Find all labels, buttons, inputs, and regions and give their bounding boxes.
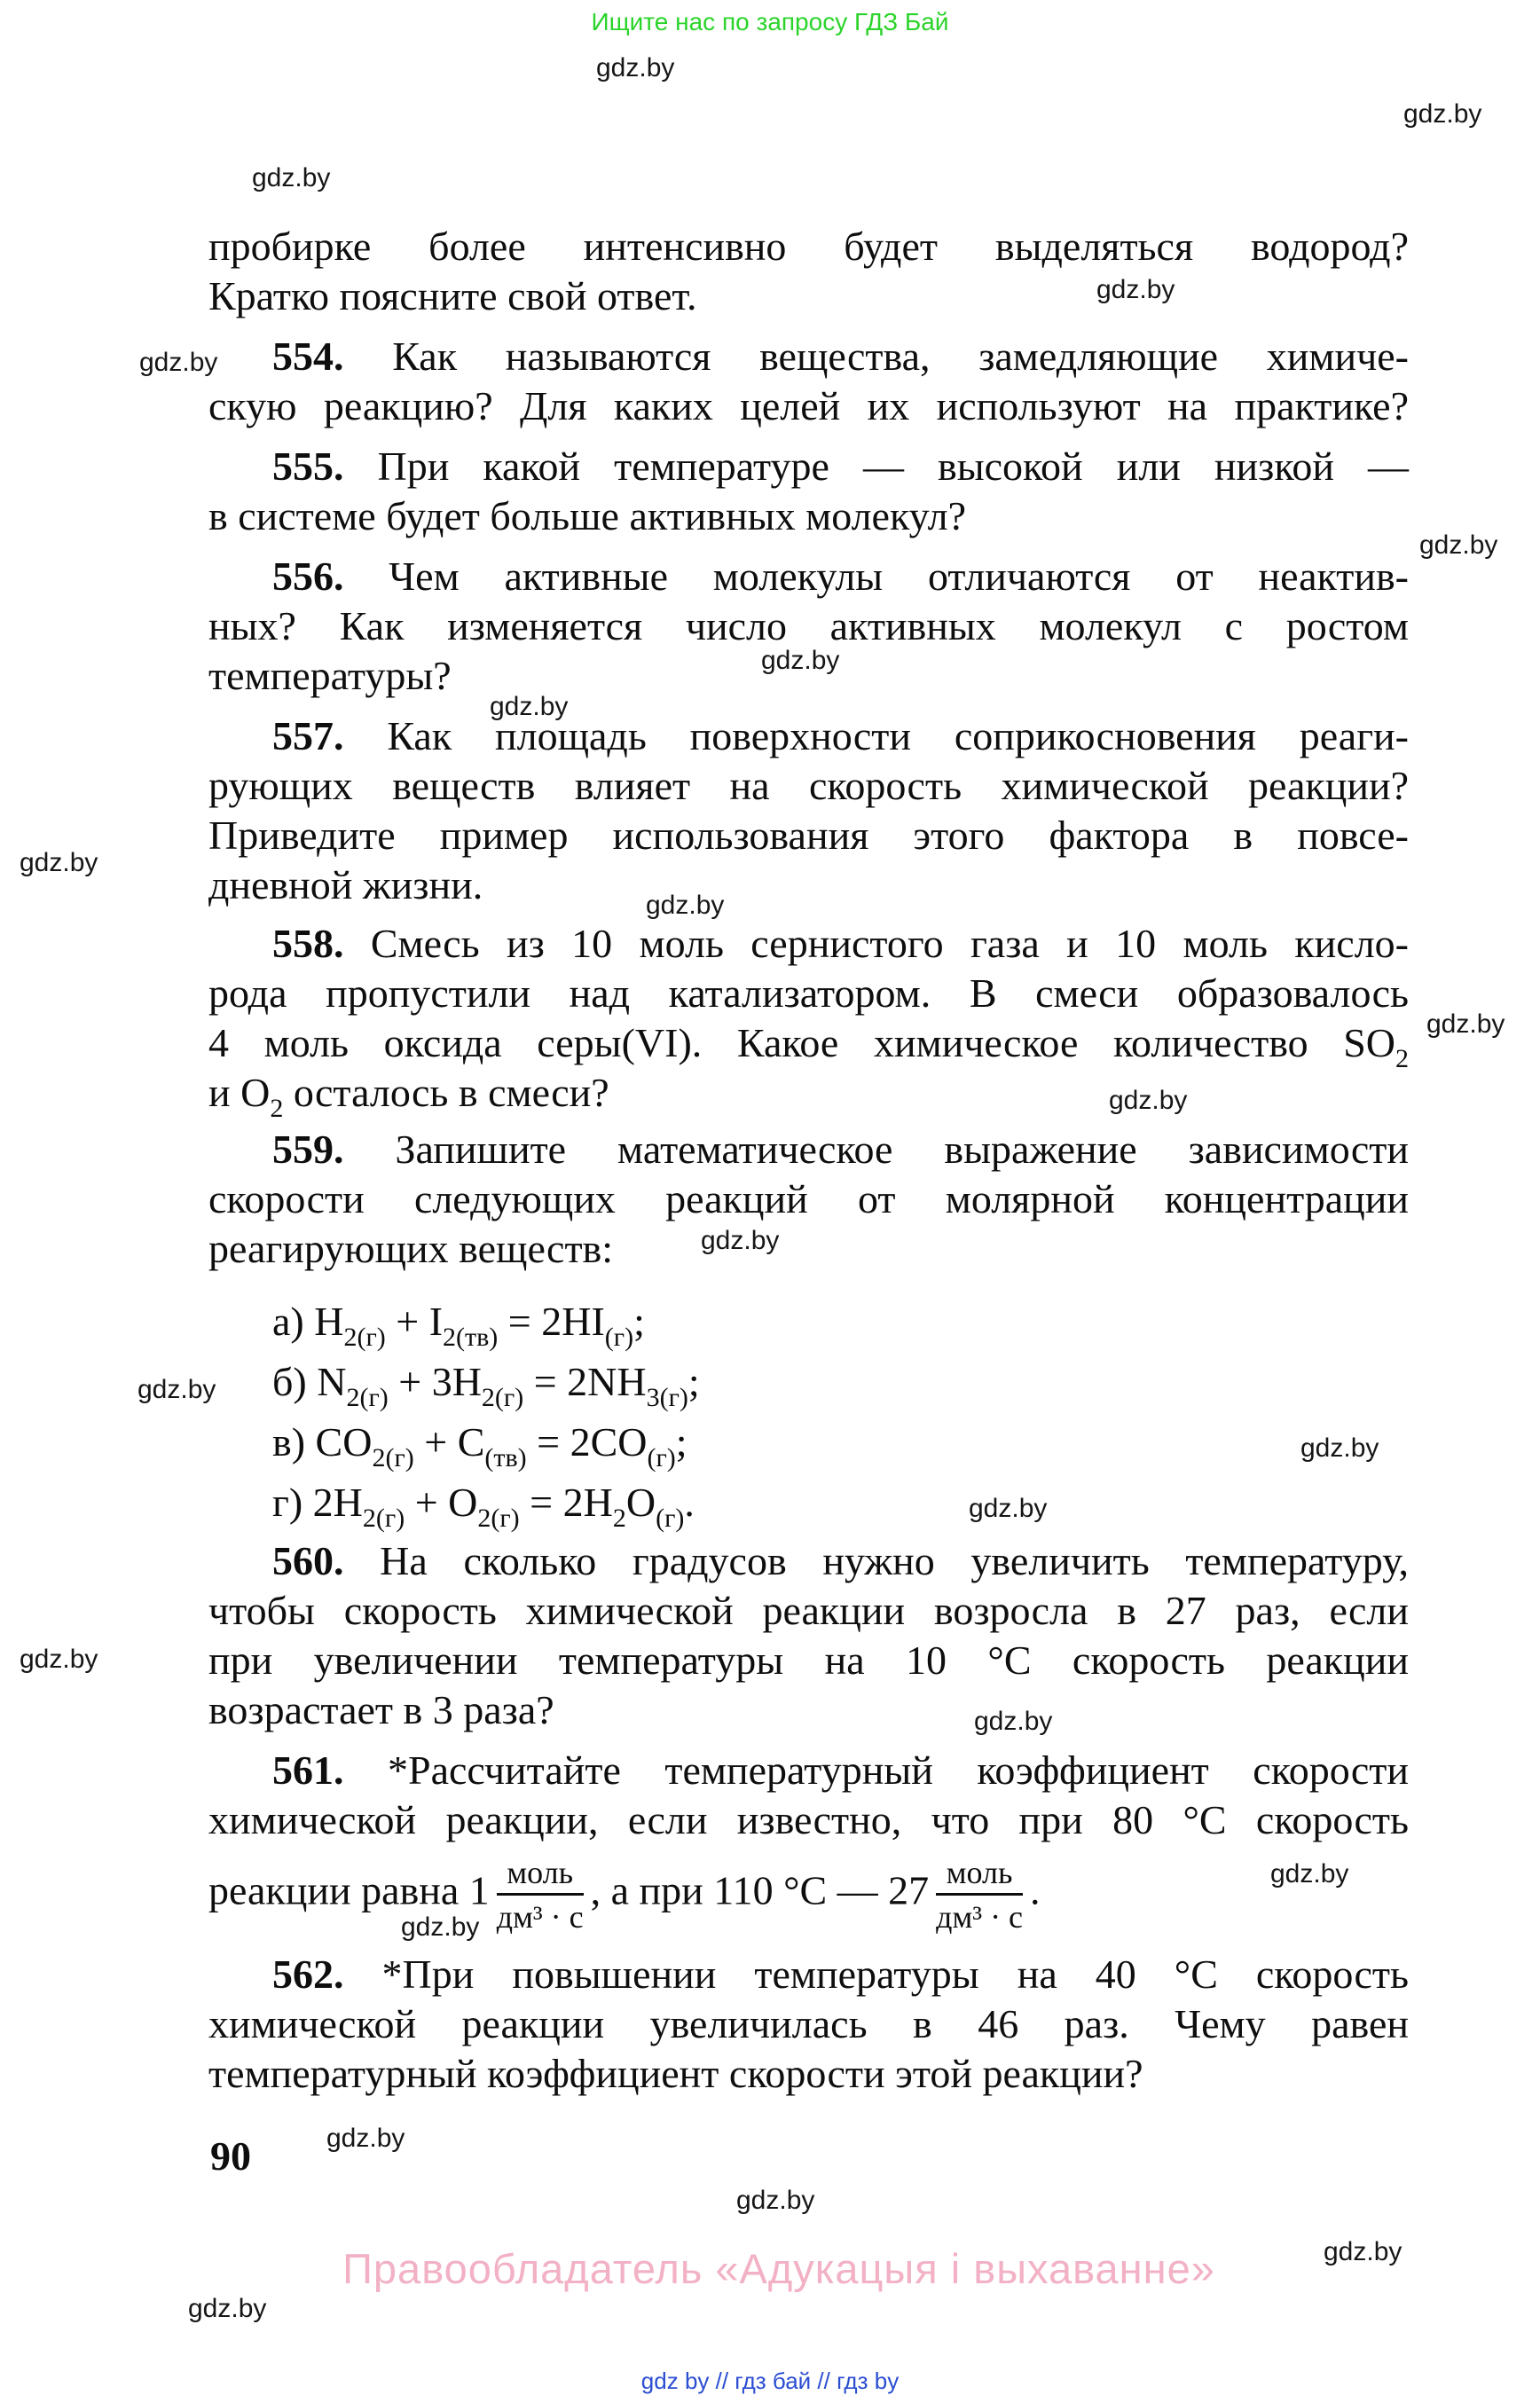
problem-number: 559.	[272, 1127, 344, 1172]
text-line: дневной жизни.	[208, 862, 483, 907]
subscript: (г)	[647, 1443, 676, 1472]
fraction-denominator: дм³ · с	[936, 1899, 1024, 1935]
problem-555	[208, 442, 1409, 541]
watermark-gdz: gdz.by	[20, 1645, 98, 1674]
text-line: 558. Смесь из 10 моль сернистого газа и 10 моль кисло-	[272, 921, 1409, 966]
footer-links[interactable]: gdz by // гдз бай // гдз by	[640, 2368, 900, 2394]
paragraph-intro	[208, 222, 1409, 321]
text-line: пробирке более интенсивно будет выделяться водород?	[208, 224, 1409, 269]
problem-number: 558.	[272, 921, 344, 966]
problem-number: 560.	[272, 1538, 344, 1583]
watermark-gdz: gdz.by	[1270, 1859, 1349, 1889]
problem-559	[208, 1125, 1409, 1274]
text-line: температуры?	[208, 653, 452, 698]
text-line: 562. *При повышении температуры на 40 °С скорость	[272, 1951, 1409, 1997]
text-line: температурный коэффициент скорости этой реакции?	[208, 2051, 1143, 2096]
subscript: 2(тв)	[443, 1323, 499, 1352]
subscript: 3(г)	[646, 1383, 688, 1412]
subscript: 2(г)	[372, 1443, 414, 1472]
watermark-gdz: gdz.by	[1300, 1433, 1379, 1463]
watermark-gdz: gdz.by	[401, 1912, 480, 1942]
text-line: скую реакцию? Для каких целей их используют на практике?	[208, 383, 1409, 428]
text-line: рода пропустили над катализатором. В смеси образовалось	[208, 970, 1409, 1016]
watermark-gdz: gdz.by	[761, 646, 840, 675]
text-line: 560. На сколько градусов нужно увеличить температуру,	[272, 1538, 1409, 1583]
subscript: (г)	[656, 1504, 685, 1533]
watermark-gdz: gdz.by	[1109, 1086, 1188, 1115]
subscript: (г)	[604, 1323, 634, 1352]
subscript: 2	[612, 1504, 626, 1533]
text-line: возрастает в 3 раза?	[208, 1687, 554, 1732]
problem-560	[208, 1536, 1409, 1735]
subscript: 2(г)	[481, 1383, 524, 1412]
text-line: рующих веществ влияет на скорость химической реакции?	[208, 763, 1409, 808]
text-line: 556. Чем активные молекулы отличаются от неактив-	[272, 554, 1409, 599]
text-line: 555. При какой температуре — высокой или низкой —	[272, 444, 1409, 489]
text-line: при увеличении температуры на 10 °С скорость реакции	[208, 1637, 1409, 1683]
problem-number: 554.	[272, 334, 344, 379]
copyright-line: Правообладатель «Адукацыя і выхаванне»	[342, 2245, 1215, 2292]
watermark-gdz: gdz.by	[139, 348, 218, 377]
watermark-gdz: gdz.by	[490, 692, 569, 721]
problem-557	[208, 711, 1409, 910]
watermark-gdz: gdz.by	[596, 53, 675, 82]
problem-562	[208, 1950, 1409, 2099]
text-line: 4 моль оксида серы(VI). Какое химическое количество $SO_2$	[208, 1020, 1409, 1073]
problem-554	[208, 332, 1409, 431]
text-line: химической реакции увеличилась в 46 раз. Чему равен	[208, 2001, 1409, 2046]
watermark-gdz: gdz.by	[1419, 530, 1498, 560]
equation-b: б) $N_{2(г)} + 3H_{2(г)} = 2NH_{3(г)}$;	[272, 1359, 700, 1412]
page-number: 90	[210, 2133, 251, 2179]
problem-number: 557.	[272, 713, 344, 758]
problem-558	[208, 919, 1409, 1123]
watermark-gdz: gdz.by	[1426, 1009, 1505, 1039]
fraction-denominator: дм³ · с	[496, 1899, 584, 1935]
fraction-numerator: моль	[497, 1854, 584, 1896]
subscript: (тв)	[484, 1443, 527, 1472]
text-line: 561. *Рассчитайте температурный коэффициент скорости	[272, 1747, 1409, 1793]
text-line: скорости следующих реакций от молярной концентрации	[208, 1176, 1409, 1221]
text-line: реагирующих веществ:	[208, 1226, 614, 1271]
watermark-gdz: gdz.by	[1324, 2237, 1402, 2266]
equation-list	[208, 1292, 1409, 1533]
text-line: 554. Как называются вещества, замедляющие химиче-	[272, 334, 1409, 379]
watermark-gdz: gdz.by	[188, 2294, 267, 2323]
watermark-gdz: gdz.by	[646, 891, 725, 920]
text-line: 557. Как площадь поверхности соприкосновения реаги-	[272, 713, 1409, 758]
text-line: чтобы скорость химической реакции возросла в 27 раз, если	[208, 1588, 1409, 1633]
watermark-gdz: gdz.by	[1403, 99, 1482, 129]
watermark-gdz: gdz.by	[20, 848, 98, 877]
problem-number: 561.	[272, 1747, 344, 1793]
text-line: ных? Как изменяется число активных молекул с ростом	[208, 603, 1409, 648]
watermark-gdz: gdz.by	[138, 1375, 216, 1404]
text-line-with-fractions: реакции равна 1 $\frac{\text{моль}}{\text{дм³ · с}}$ , а при 110 °С — 27 $\frac{\text{моль}}{\text{дм³ · с}}$ .	[208, 1855, 1041, 1935]
fraction	[936, 1854, 1023, 1936]
problem-556	[208, 552, 1409, 701]
promo-banner: Ищите нас по запросу ГДЗ Бай	[591, 8, 949, 35]
watermark-gdz: gdz.by	[1096, 275, 1175, 304]
watermark-gdz: gdz.by	[326, 2124, 405, 2153]
text-line: химической реакции, если известно, что при 80 °С скорость	[208, 1797, 1409, 1842]
watermark-gdz: gdz.by	[736, 2186, 815, 2215]
text-line: Приведите пример использования этого фактора в повсе-	[208, 813, 1409, 858]
fraction	[497, 1854, 584, 1936]
equation-a: а) $H_{2(г)} + I_{2(тв)} = 2HI_{(г)}$;	[272, 1299, 645, 1352]
equation-g: г) $2H_{2(г)} + O_{2(г)} = 2H_2O_{(г)}$.	[272, 1480, 695, 1533]
fraction-numerator: моль	[936, 1854, 1023, 1896]
subscript: 2(г)	[343, 1323, 386, 1352]
problem-number: 562.	[272, 1951, 344, 1997]
subscript: 2	[270, 1094, 284, 1123]
text-line: 559. Запишите математическое выражение зависимости	[272, 1127, 1409, 1172]
page-content	[208, 222, 1409, 2099]
watermark-gdz: gdz.by	[252, 163, 331, 192]
text-line: в системе будет больше активных молекул?	[208, 493, 967, 538]
watermark-gdz: gdz.by	[701, 1226, 780, 1255]
subscript: 2(г)	[477, 1504, 520, 1533]
watermark-gdz: gdz.by	[974, 1707, 1053, 1736]
text-line: и $O_2$ осталось в смеси?	[208, 1070, 609, 1123]
watermark-gdz: gdz.by	[969, 1494, 1048, 1523]
problem-number: 556.	[272, 554, 344, 599]
equation-v: в) $CO_{2(г)} + C_{(тв)} = 2CO_{(г)}$;	[272, 1419, 688, 1472]
subscript: 2(г)	[362, 1504, 405, 1533]
problem-number: 555.	[272, 444, 344, 489]
problem-561	[208, 1746, 1409, 1936]
text-line: Кратко поясните свой ответ.	[208, 273, 697, 318]
subscript: 2	[1395, 1044, 1409, 1073]
subscript: 2(г)	[346, 1383, 389, 1412]
